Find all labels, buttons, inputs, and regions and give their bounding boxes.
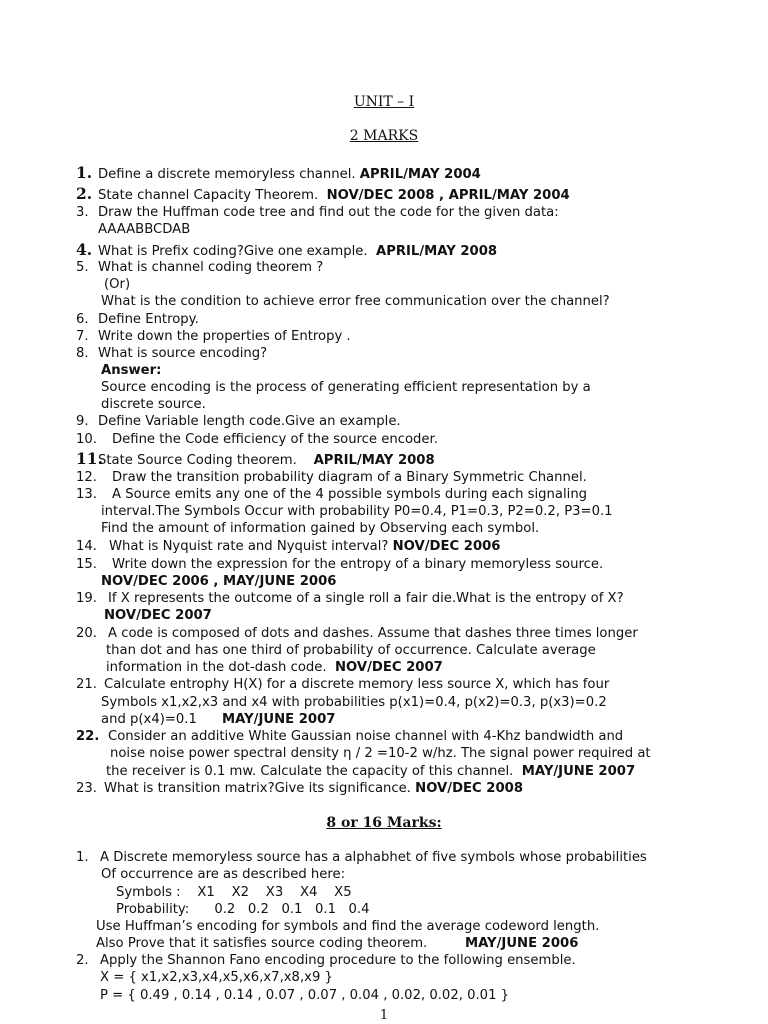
- question-20-line-2: than dot and has one third of probability of occurrence. Calculate average: [106, 643, 596, 658]
- page-number: 1: [379, 1008, 389, 1023]
- ensemble-x: X = { x1,x2,x3,x4,x5,x6,x7,x8,x9 }: [100, 970, 333, 985]
- question-13-line-3: Find the amount of information gained by Observing each symbol.: [101, 521, 540, 536]
- answer-text-2: discrete source.: [101, 397, 206, 412]
- question-19-date: NOV/DEC 2007: [104, 608, 212, 623]
- question-10: 10. Define the Code efficiency of the source encoder.: [76, 432, 438, 447]
- question-6: 6. Define Entropy.: [76, 312, 199, 327]
- symbols-row: Symbols : X1 X2 X3 X4 X5: [116, 885, 352, 900]
- question-20: 20. A code is composed of dots and dashes. Assume that dashes three times longer: [76, 626, 638, 641]
- question-5-or: (Or): [104, 277, 131, 292]
- long-question-2: 2. Apply the Shannon Fano encoding procedure to the following ensemble.: [76, 953, 576, 968]
- question-1: 1. Define a discrete memoryless channel. APRIL/MAY 2004: [76, 163, 481, 182]
- question-15: 15. Write down the expression for the entropy of a binary memoryless source.: [76, 557, 604, 572]
- answer-label: Answer:: [101, 363, 162, 378]
- question-21-line-3: and p(x4)=0.1 MAY/JUNE 2007: [101, 712, 336, 727]
- long-question-1-line-5: Use Huffman’s encoding for symbols and find the average codeword length.: [96, 919, 600, 934]
- question-13: 13. A Source emits any one of the 4 possible symbols during each signaling: [76, 487, 588, 502]
- ensemble-p: P = { 0.49 , 0.14 , 0.14 , 0.07 , 0.07 , 0.04 , 0.02, 0.02, 0.01 }: [100, 988, 510, 1003]
- question-14: 14. What is Nyquist rate and Nyquist interval? NOV/DEC 2006: [76, 539, 501, 554]
- question-5-alt: What is the condition to achieve error free communication over the channel?: [101, 294, 610, 309]
- question-2: 2. State channel Capacity Theorem. NOV/DEC 2008 , APRIL/MAY 2004: [76, 184, 570, 203]
- question-3-data: AAAABBCDAB: [98, 222, 191, 237]
- question-22-line-3: the receiver is 0.1 mw. Calculate the capacity of this channel. MAY/JUNE 2007: [106, 764, 636, 779]
- question-8: 8. What is source encoding?: [76, 346, 268, 361]
- question-9: 9. Define Variable length code.Give an example.: [76, 414, 401, 429]
- question-4: 4. What is Prefix coding?Give one example. APRIL/MAY 2008: [76, 240, 498, 259]
- question-12: 12. Draw the transition probability diagram of a Binary Symmetric Channel.: [76, 470, 587, 485]
- question-21: 21. Calculate entrophy H(X) for a discrete memory less source X, which has four: [76, 677, 610, 692]
- question-13-line-2: interval.The Symbols Occur with probability P0=0.4, P1=0.3, P2=0.2, P3=0.1: [101, 504, 613, 519]
- long-question-1-line-2: Of occurrence are as described here:: [101, 867, 346, 882]
- question-23: 23. What is transition matrix?Give its significance. NOV/DEC 2008: [76, 781, 523, 796]
- long-marks-title: 8 or 16 Marks:: [326, 815, 442, 831]
- question-22: 22. Consider an additive White Gaussian noise channel with 4-Khz bandwidth and: [76, 729, 624, 744]
- two-marks-title: 2 MARKS: [349, 128, 419, 144]
- question-15-date: NOV/DEC 2006 , MAY/JUNE 2006: [101, 574, 337, 589]
- question-22-line-2: noise noise power spectral density η / 2 =10-2 w/hz. The signal power required at: [110, 746, 651, 761]
- question-19: 19. If X represents the outcome of a single roll a fair die.What is the entropy of X?: [76, 591, 624, 606]
- probability-row: Probability: 0.2 0.2 0.1 0.1 0.4: [116, 902, 370, 917]
- long-question-1: 1. A Discrete memoryless source has a alphabhet of five symbols whose probabilities: [76, 850, 647, 865]
- unit-title: UNIT – I: [353, 94, 415, 110]
- question-20-line-3: information in the dot-dash code. NOV/DEC 2007: [106, 660, 443, 675]
- question-21-line-2: Symbols x1,x2,x3 and x4 with probabilities p(x1)=0.4, p(x2)=0.3, p(x3)=0.2: [101, 695, 607, 710]
- question-5: 5. What is channel coding theorem ?: [76, 260, 324, 275]
- question-3: 3. Draw the Huffman code tree and find out the code for the given data:: [76, 205, 559, 220]
- long-question-1-line-6: Also Prove that it satisfies source coding theorem. MAY/JUNE 2006: [96, 936, 579, 951]
- answer-text: Source encoding is the process of generating efficient representation by a: [101, 380, 591, 395]
- question-7: 7. Write down the properties of Entropy .: [76, 329, 351, 344]
- question-11: 11.State Source Coding theorem. APRIL/MAY 2008: [76, 449, 435, 468]
